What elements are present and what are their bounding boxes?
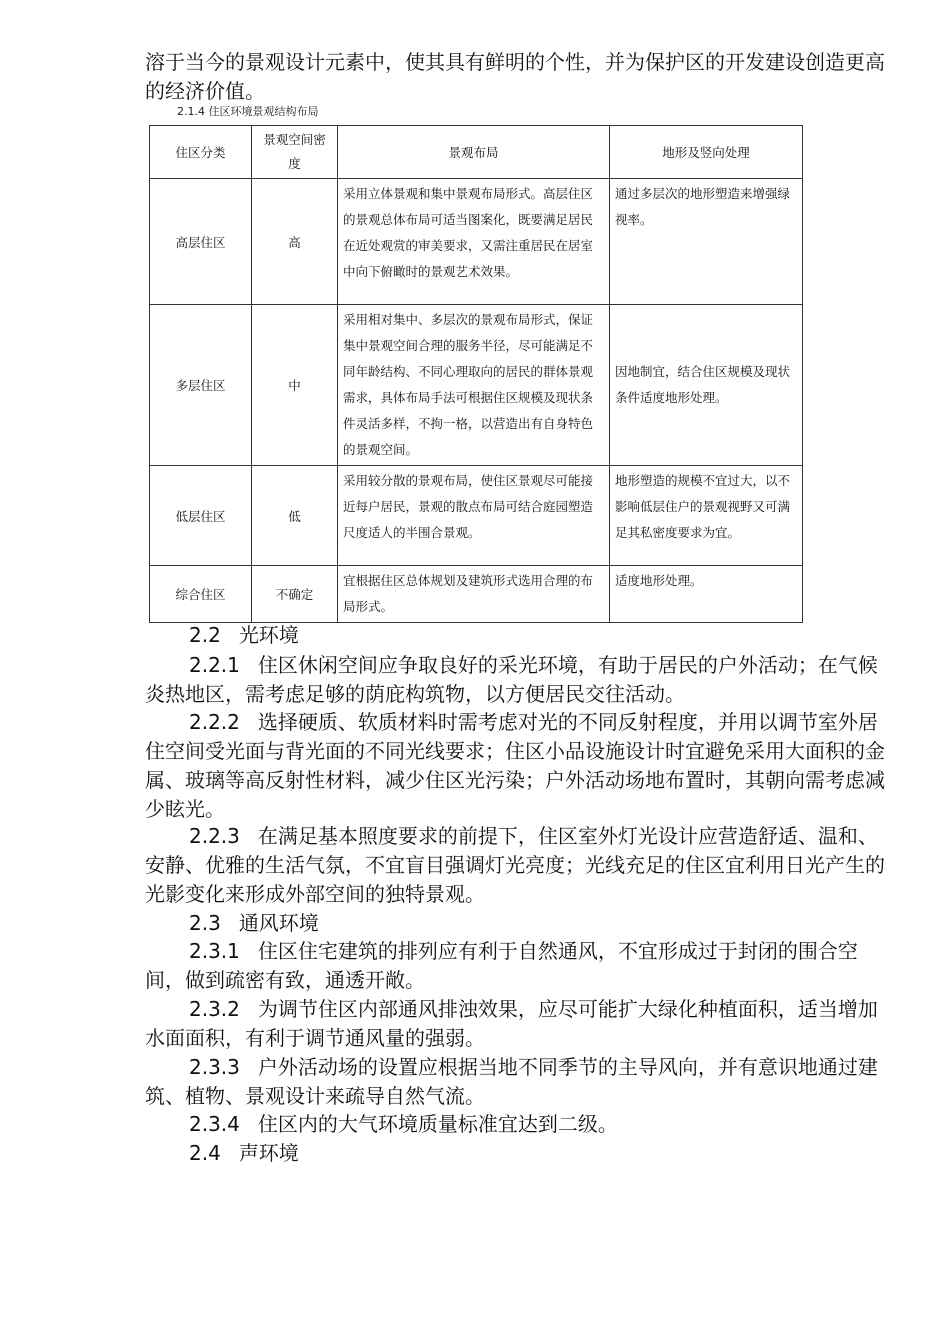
clause-text: 住区住宅建筑的排列应有利于自然通风，不宜形成过于封闭的围合空间，做到疏密有致，通透开敞。 — [145, 939, 858, 992]
cell-terrain: 通过多层次的地形塑造来增强绿视率。 — [610, 179, 803, 305]
header-density: 景观空间密 度 — [252, 126, 338, 179]
table-row — [150, 179, 803, 305]
cell-terrain: 地形塑造的规模不宜过大，以不影响低层住户的景观视野又可满足其私密度要求为宜。 — [610, 466, 803, 566]
clause-number: 2.2.3 — [189, 824, 240, 848]
cell-density: 高 — [252, 179, 338, 305]
cell-density: 低 — [252, 466, 338, 566]
clause-number: 2.3.3 — [189, 1055, 240, 1079]
clause-text: 住区休闲空间应争取良好的采光环境，有助于居民的户外活动；在气候炎热地区，需考虑足够的荫庇构筑物，以方便居民交往活动。 — [145, 653, 878, 706]
section-number: 2.3 — [189, 911, 221, 935]
cell-layout: 宜根据住区总体规划及建筑形式选用合理的布局形式。 — [338, 566, 610, 623]
cell-terrain: 因地制宜，结合住区规模及现状条件适度地形处理。 — [610, 305, 803, 466]
clause-number: 2.2.2 — [189, 710, 240, 734]
clause-number: 2.3.4 — [189, 1112, 240, 1136]
section-title: 光环境 — [238, 623, 299, 647]
paragraph-2-3-1 — [145, 937, 885, 995]
header-layout: 景观布局 — [338, 126, 610, 179]
clause-number: 2.3.1 — [189, 939, 240, 963]
paragraph-2-3-4 — [145, 1110, 885, 1139]
clause-number: 2.3.2 — [189, 997, 240, 1021]
header-type: 住区分类 — [150, 126, 252, 179]
table-row — [150, 305, 803, 466]
section-number: 2.4 — [189, 1141, 221, 1165]
section-number: 2.2 — [189, 623, 221, 647]
cell-type: 高层住区 — [150, 179, 252, 305]
table-row — [150, 466, 803, 566]
table-caption: 2.1.4 住区环境景观结构布局 — [177, 105, 319, 118]
cell-type: 低层住区 — [150, 466, 252, 566]
clause-text: 为调节住区内部通风排浊效果，应尽可能扩大绿化种植面积，适当增加水面面积，有利于调节通风量的强弱。 — [145, 997, 878, 1050]
clause-text: 选择硬质、软质材料时需考虑对光的不同反射程度，并用以调节室外居住空间受光面与背光面的不同光线要求；住区小品设施设计时宜避免采用大面积的金属、玻璃等高反射性材料，减少住区光污染；户外活动场地布置时，其朝向需考虑减少眩光。 — [145, 710, 885, 821]
table-row — [150, 566, 803, 623]
header-terrain: 地形及竖向处理 — [610, 126, 803, 179]
clause-text: 住区内的大气环境质量标准宜达到二级。 — [257, 1112, 618, 1136]
cell-type: 综合住区 — [150, 566, 252, 623]
cell-terrain: 适度地形处理。 — [610, 566, 803, 623]
clause-text: 户外活动场的设置应根据当地不同季节的主导风向，并有意识地通过建筑、植物、景观设计来疏导自然气流。 — [145, 1055, 878, 1108]
section-title: 声环境 — [238, 1141, 299, 1165]
clause-text: 在满足基本照度要求的前提下，住区室外灯光设计应营造舒适、温和、安静、优雅的生活气氛，不宜盲目强调灯光亮度；光线充足的住区宜利用日光产生的光影变化来形成外部空间的独特景观。 — [145, 824, 885, 906]
section-heading-2-3 — [189, 909, 319, 938]
table-header-row — [150, 126, 803, 179]
paragraph-2-3-2 — [145, 995, 885, 1053]
cell-layout: 采用相对集中、多层次的景观布局形式，保证集中景观空间合理的服务半径，尽可能满足不同年龄结构、不同心理取向的居民的群体景观需求，具体布局手法可根据住区规模及现状条件灵活多样，不拘一格，以营造出有自身特色的景观空间。 — [338, 305, 610, 466]
paragraph-2-2-1 — [145, 651, 885, 709]
section-title: 通风环境 — [238, 911, 319, 935]
landscape-structure-table — [149, 125, 803, 623]
cell-layout: 采用较分散的景观布局，使住区景观尽可能接近每户居民，景观的散点布局可结合庭园塑造尺度适人的半围合景观。 — [338, 466, 610, 566]
clause-number: 2.2.1 — [189, 653, 240, 677]
paragraph-2-2-2 — [145, 708, 885, 824]
cell-density: 中 — [252, 305, 338, 466]
section-heading-2-4 — [189, 1139, 299, 1168]
cell-density: 不确定 — [252, 566, 338, 623]
section-heading-2-2 — [189, 621, 299, 650]
paragraph-2-2-3 — [145, 822, 885, 909]
paragraph-2-3-3 — [145, 1053, 885, 1111]
cell-type: 多层住区 — [150, 305, 252, 466]
intro-paragraph: 溶于当今的景观设计元素中，使其具有鲜明的个性，并为保护区的开发建设创造更高的经济价值。 — [145, 50, 885, 103]
cell-layout: 采用立体景观和集中景观布局形式。高层住区的景观总体布局可适当图案化，既要满足居民在近处观赏的审美要求，又需注重居民在居室中向下俯瞰时的景观艺术效果。 — [338, 179, 610, 305]
